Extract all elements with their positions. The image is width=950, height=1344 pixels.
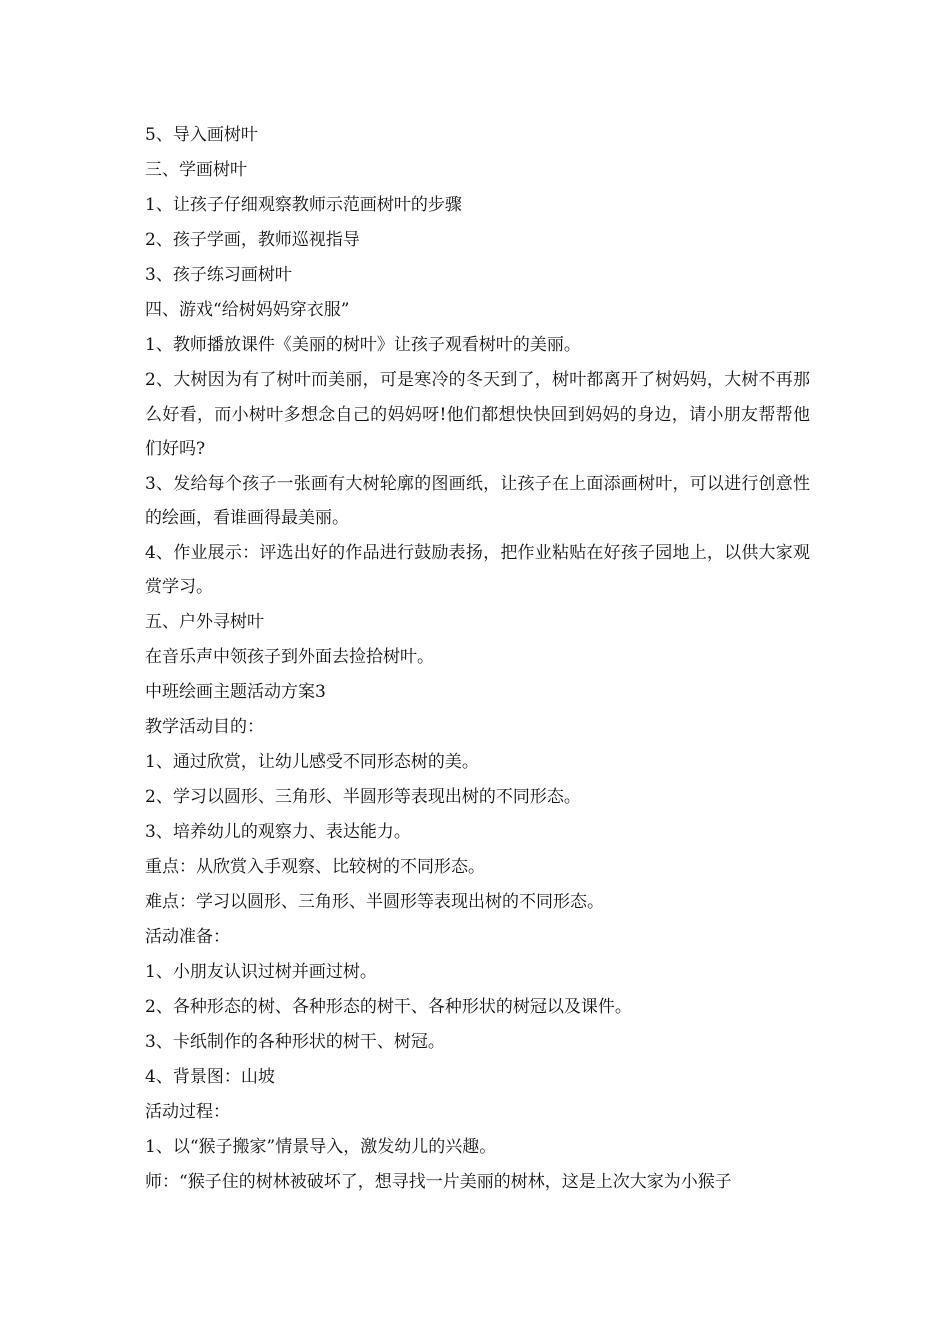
text-line: 师：“猴子住的树林被破坏了，想寻找一片美丽的树林，这是上次大家为小猴子 [145,1171,732,1192]
section-heading: 四、游戏“给树妈妈穿衣服” [145,300,350,320]
text-line: 1、通过欣赏，让幼儿感受不同形态树的美。 [145,751,479,772]
section-heading: 活动过程： [145,1101,230,1122]
text-line: 1、教师播放课件《美丽的树叶》让孩子观看树叶的美丽。 [145,335,581,355]
paragraph: 3、发给每个孩子一张画有大树轮廓的图画纸，让孩子在上面添画树叶，可以进行创意性的绘画，看谁画得最美丽。 [145,473,810,528]
text-line: 难点：学习以圆形、三角形、半圆形等表现出树的不同形态。 [145,891,604,912]
text-line: 重点：从欣赏入手观察、比较树的不同形态。 [145,856,485,877]
text-line: 4、背景图：山坡 [145,1066,275,1087]
section-heading: 三、学画树叶 [145,160,247,180]
paragraph: 4、作业展示：评选出好的作品进行鼓励表扬，把作业粘贴在好孩子园地上，以供大家观赏学习。 [145,542,810,597]
section-heading: 教学活动目的： [145,716,264,737]
text-line: 2、各种形态的树、各种形态的树干、各种形状的树冠以及课件。 [145,996,632,1017]
text-line: 5、导入画树叶 [145,125,258,145]
text-line: 1、以“猴子搬家”情景导入，激发幼儿的兴趣。 [145,1136,497,1157]
document-subtitle: 中班绘画主题活动方案3 [145,681,326,702]
text-line: 3、培养幼儿的观察力、表达能力。 [145,821,411,842]
text-line: 1、让孩子仔细观察教师示范画树叶的步骤 [145,195,462,215]
paragraph: 2、大树因为有了树叶而美丽，可是寒冷的冬天到了，树叶都离开了树妈妈，大树不再那么好看，而小树叶多想念自己的妈妈呀!他们都想快快回到妈妈的身边，请小朋友帮帮他们好吗? [145,370,810,459]
text-line: 2、学习以圆形、三角形、半圆形等表现出树的不同形态。 [145,786,581,807]
text-line: 3、孩子练习画树叶 [145,265,292,285]
section-heading: 五、户外寻树叶 [145,611,264,632]
text-line: 3、卡纸制作的各种形状的树干、树冠。 [145,1031,445,1052]
text-line: 1、小朋友认识过树并画过树。 [145,961,377,982]
section-heading: 活动准备： [145,926,230,947]
text-line: 2、孩子学画，教师巡视指导 [145,230,360,250]
document-body [145,118,810,1200]
text-line: 在音乐声中领孩子到外面去捡拾树叶。 [145,646,434,667]
